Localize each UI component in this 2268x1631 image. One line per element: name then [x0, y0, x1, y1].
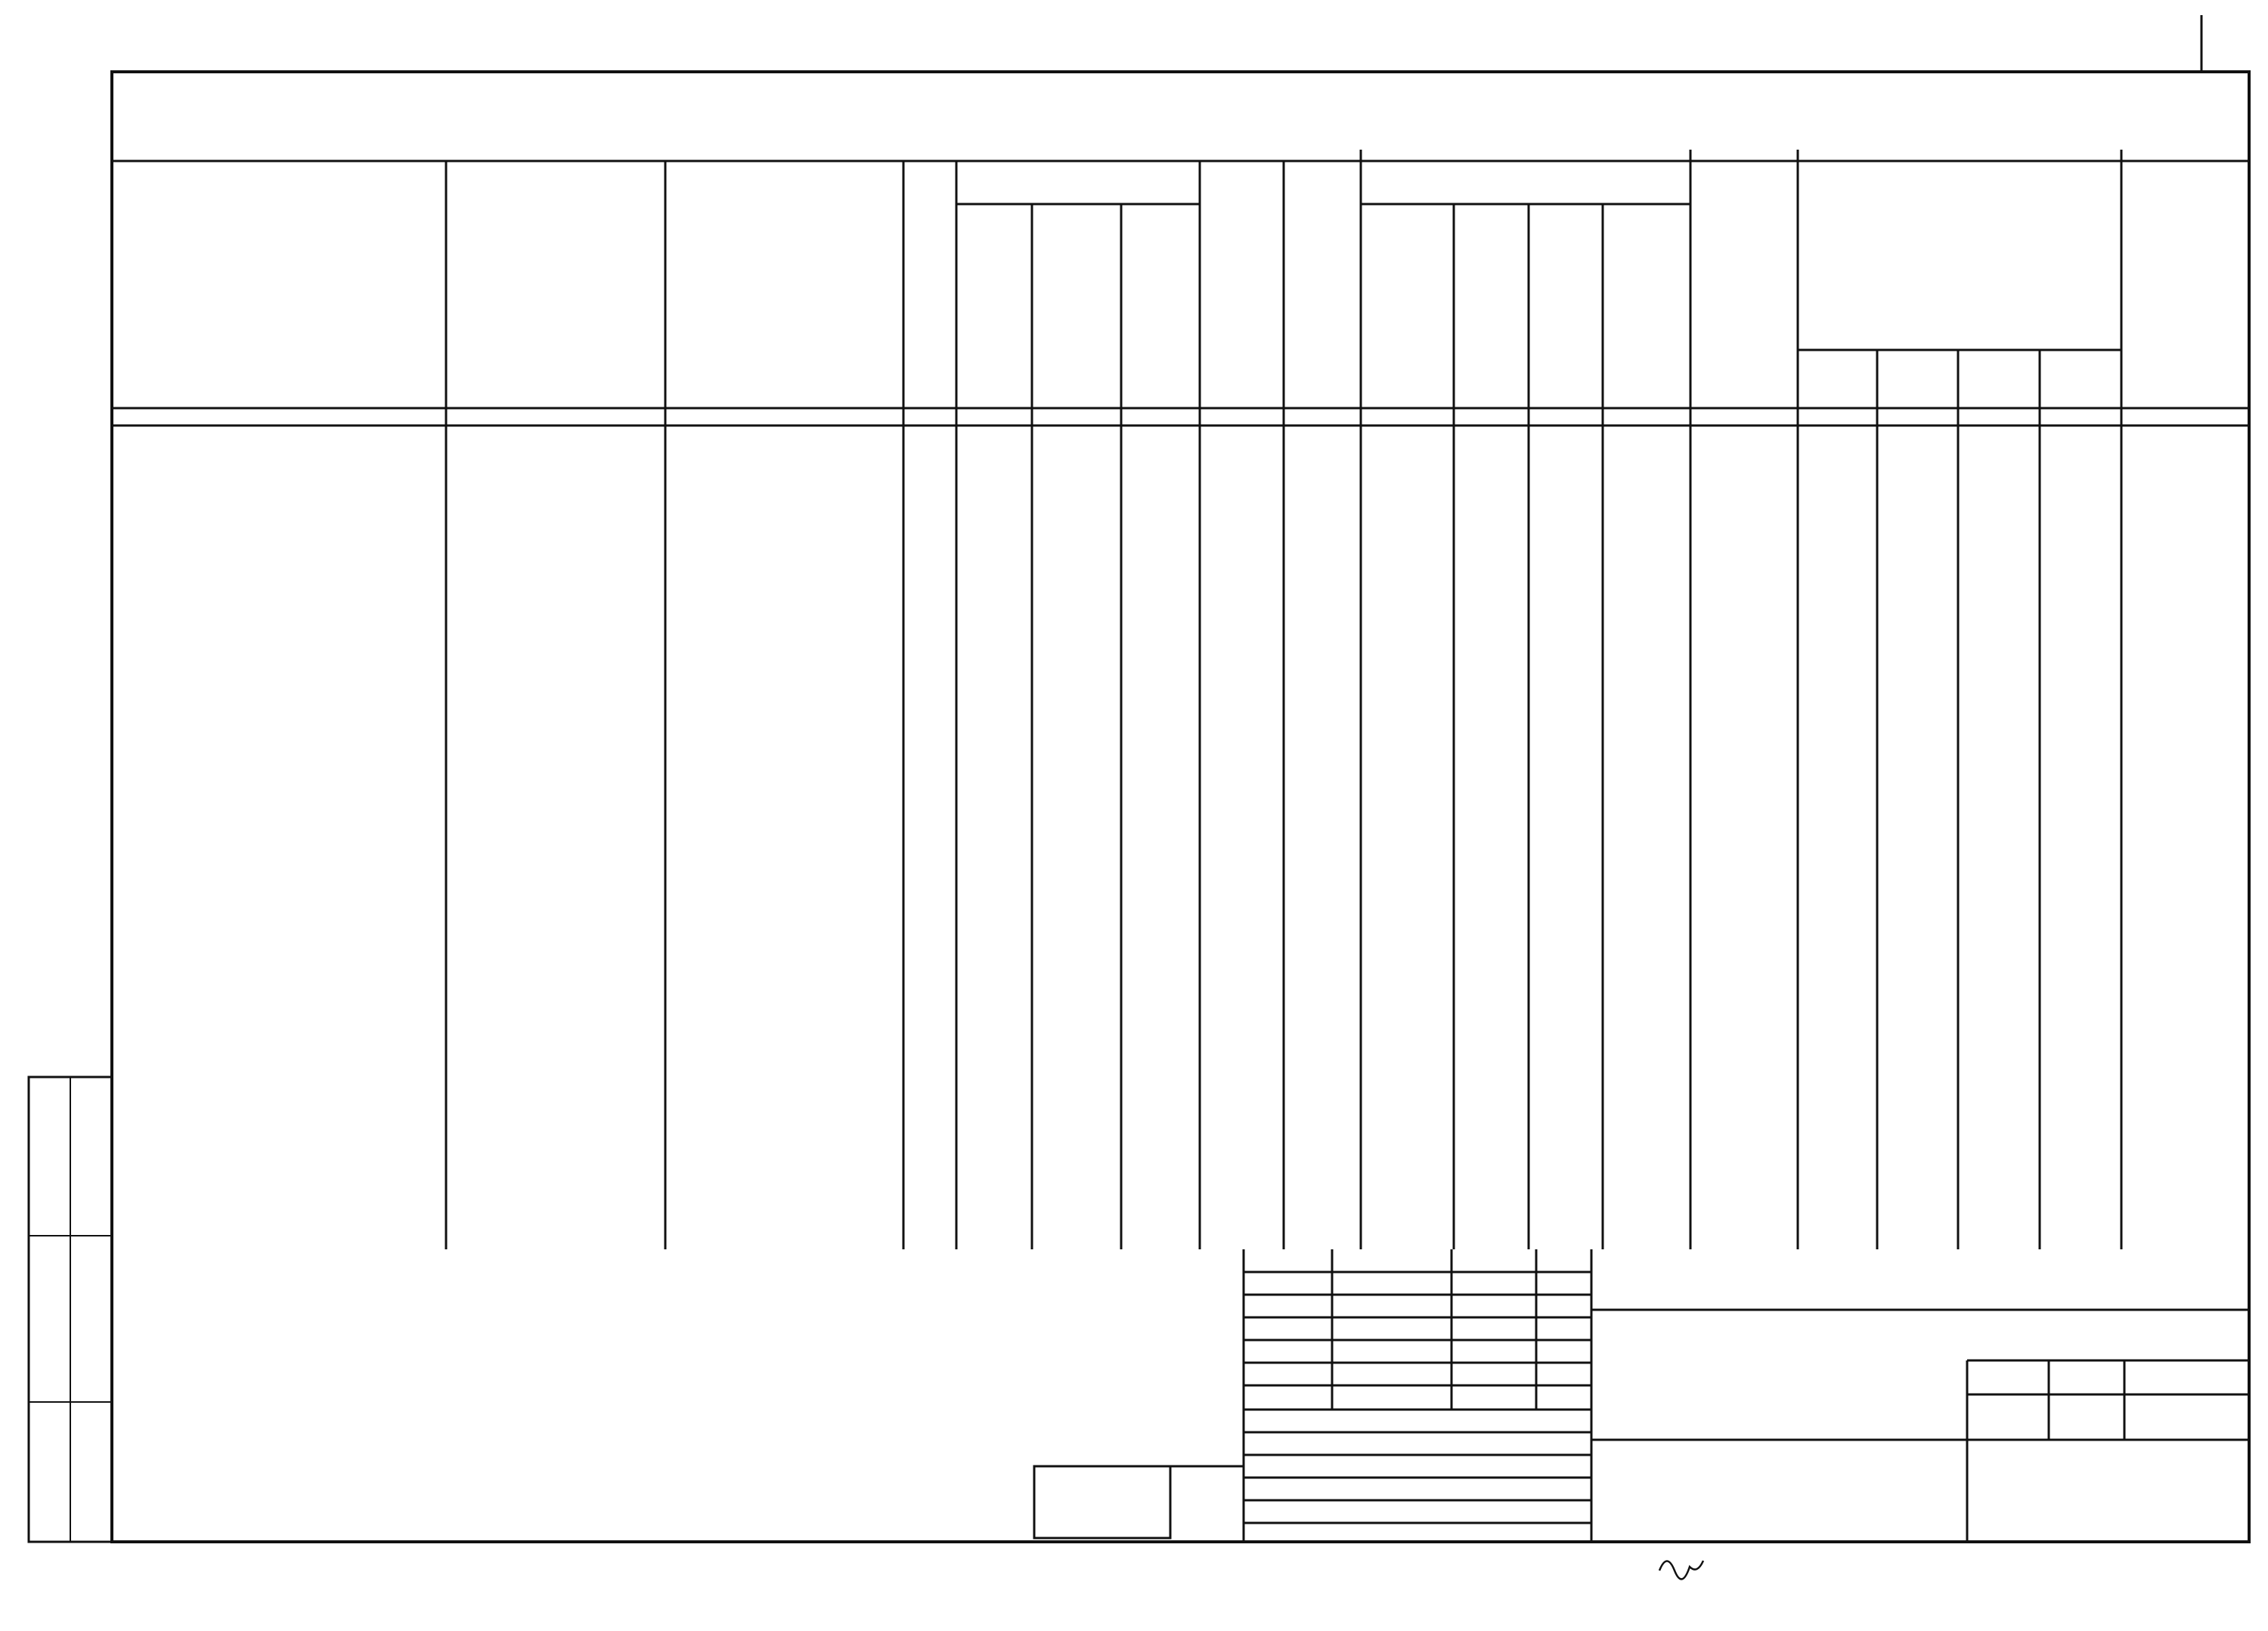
copier-signature	[1659, 1561, 1703, 1579]
header-labels	[0, 0, 2192, 393]
header-grid	[112, 150, 2249, 1249]
sheet-frame	[29, 72, 2249, 1542]
sheet-code-box	[1034, 1466, 1244, 1538]
page-number-box	[2201, 15, 2249, 72]
footer	[1659, 1561, 1703, 1579]
